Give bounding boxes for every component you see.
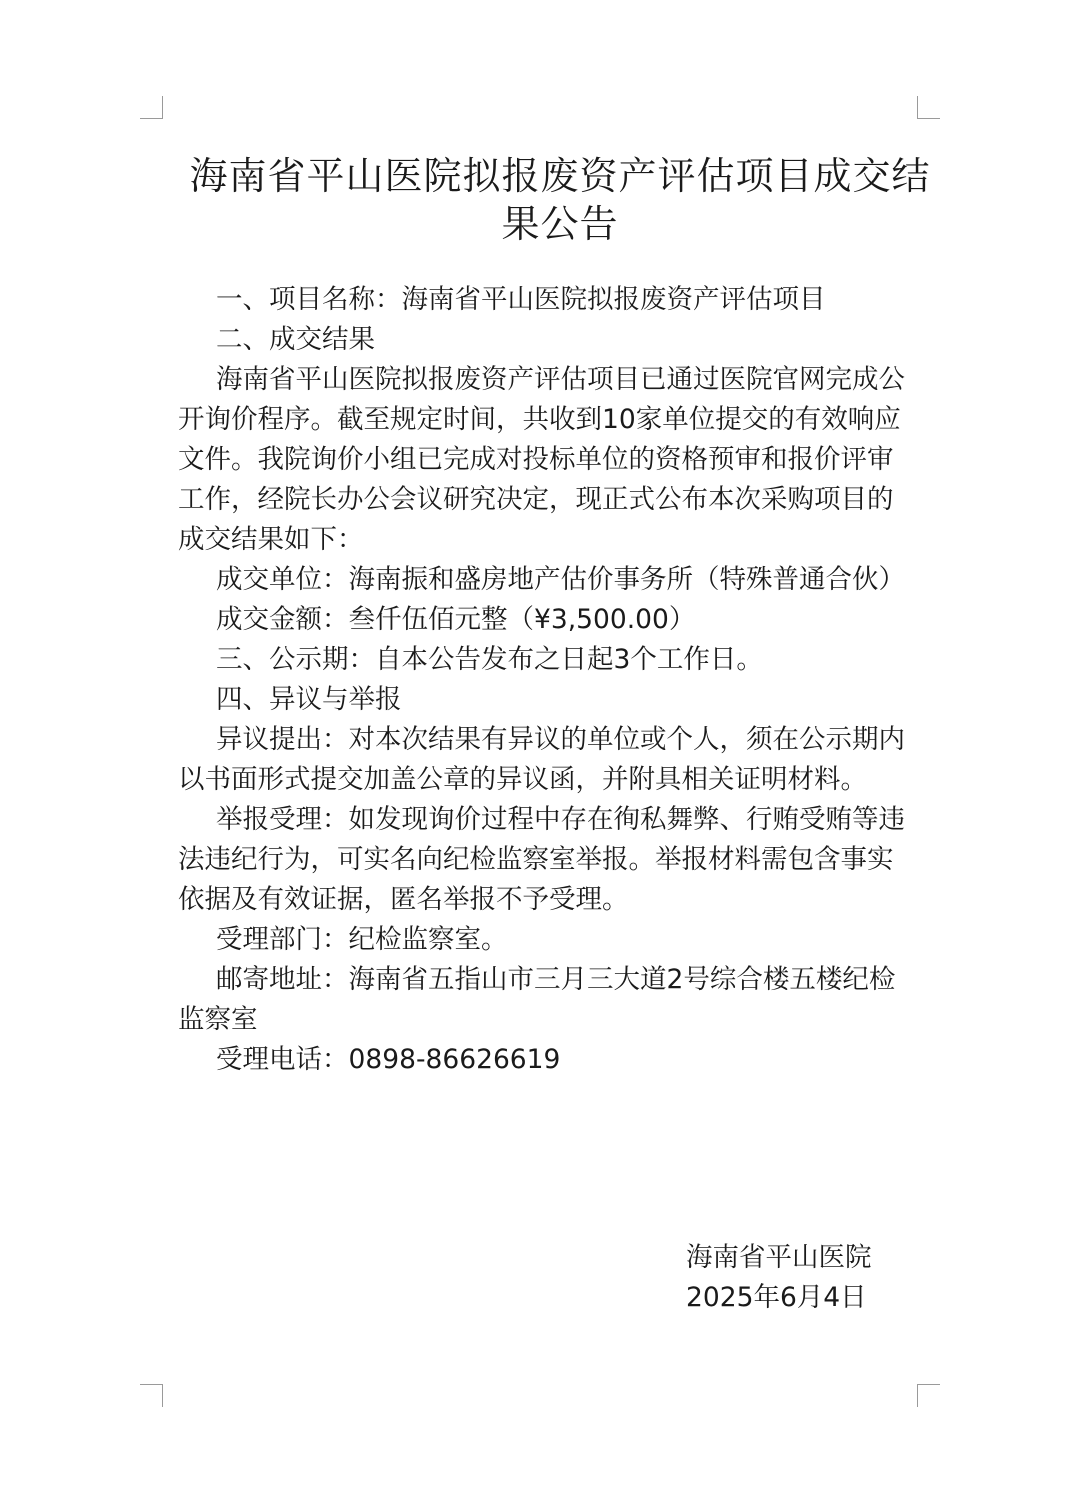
signature-block [686,1238,872,1318]
section-publicity-period: 三、公示期：自本公告发布之日起3个工作日。 [216,644,763,675]
signature-date: 2025年6月4日 [686,1282,867,1313]
contract-amount: 成交金额：叁仟伍佰元整（¥3,500.00） [216,604,696,635]
section-project-name: 一、项目名称：海南省平山医院拟报废资产评估项目 [216,284,826,315]
page-corner-mark-top-right [917,96,940,119]
result-description: 海南省平山医院拟报废资产评估项目已通过医院官网完成公开询价程序。截至规定时间，共收到10家单位提交的有效响应文件。我院询价小组已完成对投标单位的资格预审和报价评审工作，经院长办公会议研究决定，现正式公布本次采购项目的成交结果如下： [178,364,905,555]
section-heading-objection: 四、异议与举报 [216,684,402,715]
mailing-address: 邮寄地址：海南省五指山市三月三大道2号综合楼五楼纪检监察室 [178,964,896,1035]
contact-phone: 受理电话：0898-86626619 [216,1044,561,1075]
winning-bidder: 成交单位：海南振和盛房地产估价事务所（特殊普通合伙） [216,564,905,595]
handling-department: 受理部门：纪检监察室。 [216,924,508,955]
page-corner-mark-top-left [140,96,163,119]
section-heading-result: 二、成交结果 [216,324,375,355]
page-corner-mark-bottom-left [140,1384,163,1407]
document-body [178,280,905,1080]
objection-procedure: 异议提出：对本次结果有异议的单位或个人，须在公示期内以书面形式提交加盖公章的异议函，并附具相关证明材料。 [178,724,905,795]
document-title: 海南省平山医院拟报废资产评估项目成交结果公告 [189,154,931,246]
signature-organization: 海南省平山医院 [686,1242,872,1273]
page-corner-mark-bottom-right [917,1384,940,1407]
report-procedure: 举报受理：如发现询价过程中存在徇私舞弊、行贿受贿等违法违纪行为，可实名向纪检监察室举报。举报材料需包含事实依据及有效证据，匿名举报不予受理。 [178,804,905,915]
